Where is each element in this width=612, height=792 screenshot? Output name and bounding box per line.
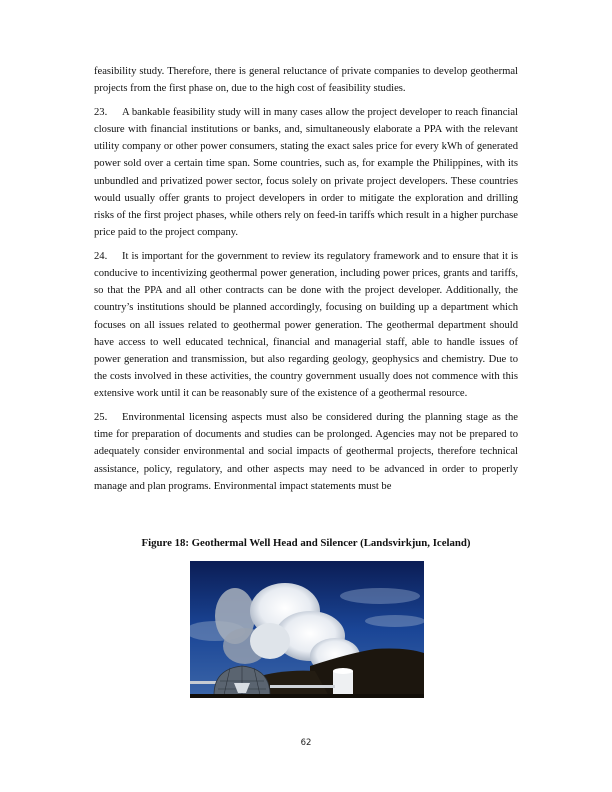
paragraph-number: 23.: [94, 106, 108, 118]
paragraph-text: It is important for the government to review its regulatory framework and to ensure that it is conducive to incentivizing geothermal power generation, including power prices, grants and tariffs, so that the PPA and all other contracts can be done with the project developer. Additionally, the country’s institutions should be planned accordingly, focusing on building up a department which focuses on all issues related to geothermal power generation. The geothermal department should have access to well educated technical, financial and managerial staff, able to handle issues of power generation and transmission, but also regarding geology, geophysics and chemistry. Due to the costs involved in these activities, the country government usually does not commence with this extensive work until it can be reasonably sure of the existence of a geothermal resource.: [94, 250, 518, 400]
continuation-paragraph: [94, 63, 518, 97]
page-number: 62: [300, 738, 312, 748]
paragraph-text: Environmental licensing aspects must also be considered during the planning stage as the time for preparation of documents and studies can be prolonged. Agencies may not be prepared to adequately consider environmental and social impacts of geothermal projects, therefore technical assistance, policy, regulatory, and other aspects may need to be advanced in order to properly manage and plan programs. Environmental impact statements must be: [94, 412, 518, 492]
paragraph-23: [94, 104, 518, 242]
paragraph-24: [94, 248, 518, 403]
figure-caption: Figure 18: Geothermal Well Head and Silencer (Landsvirkjun, Iceland): [141, 537, 471, 549]
body-text: [94, 63, 518, 501]
paragraph-number: 25.: [94, 412, 108, 424]
paragraph-text: A bankable feasibility study will in many cases allow the project developer to reach financial closure with financial institutions or banks, and, simultaneously elaborate a PPA with the relevant utility company or other power consumers, stating the exact sales price for every kWh of generated power sold over a certain time span. Some countries, such as, for example the Philippines, with its unbundled and privatized power sector, focus solely on private project developers. These countries would usually offer grants to project developers in order to mitigate the exploration and drilling risks of the first project phases, while others rely on feed-in tariffs which result in a higher purchase price paid to the project company.: [94, 106, 518, 239]
paragraph-number: 24.: [94, 250, 108, 262]
geothermal-photo-illustration: [190, 561, 424, 698]
figure-photo: [190, 561, 424, 698]
paragraph-text: feasibility study. Therefore, there is general reluctance of private companies to develop geothermal projects from the first phase on, due to the high cost of feasibility studies.: [94, 66, 518, 95]
paragraph-25: [94, 409, 518, 495]
